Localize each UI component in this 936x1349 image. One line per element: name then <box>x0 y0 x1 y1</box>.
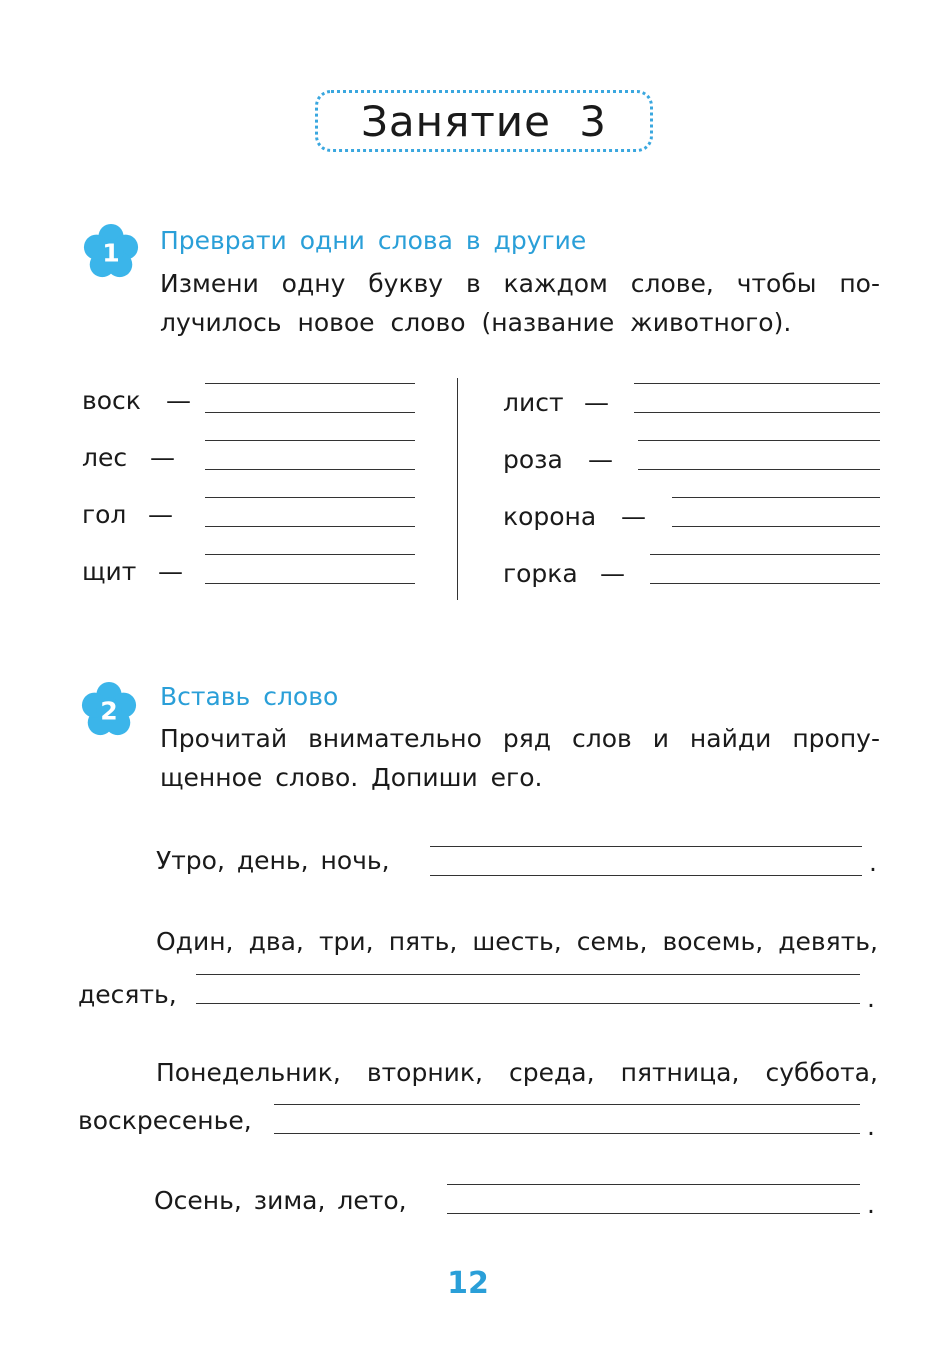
column-divider <box>457 378 458 600</box>
task-2-number: 2 <box>100 696 118 726</box>
task-1-title: Преврати одни слова в другие <box>160 226 587 255</box>
right-word-4: горка <box>503 559 578 588</box>
sequence-3-line-2: воскресенье, <box>78 1106 252 1135</box>
answer-field-left-4[interactable] <box>205 554 415 584</box>
dash: — <box>584 388 609 417</box>
task-1-instruction-line-2: лучилось новое слово (название животного). <box>160 308 792 337</box>
answer-field-right-1[interactable] <box>634 383 880 413</box>
period: . <box>867 1190 875 1219</box>
sequence-3-line-1: Понедельник, вторник, среда, пятница, суббота, <box>156 1058 878 1087</box>
dash: — <box>158 557 183 586</box>
period: . <box>867 1112 875 1141</box>
answer-field-right-3[interactable] <box>672 497 880 527</box>
left-word-1: воск <box>82 386 141 415</box>
task-2-instruction-line-2: щенное слово. Допиши его. <box>160 763 543 792</box>
answer-field-left-1[interactable] <box>205 383 415 413</box>
dash: — <box>621 502 646 531</box>
left-word-4: щит <box>82 557 137 586</box>
answer-field-left-2[interactable] <box>205 440 415 470</box>
task-2-instruction-line-1: Прочитай внимательно ряд слов и найди пропу- <box>160 724 880 753</box>
page-number: 12 <box>447 1266 489 1301</box>
lesson-title: Занятие 3 <box>315 90 653 152</box>
dash: — <box>588 445 613 474</box>
right-word-3: корона <box>503 502 597 531</box>
answer-field-right-2[interactable] <box>638 440 880 470</box>
sequence-2-line-2: десять, <box>78 980 177 1009</box>
dash: — <box>166 386 191 415</box>
task-1-number: 1 <box>102 238 120 268</box>
task-1-instruction-line-1: Измени одну букву в каждом слове, чтобы по- <box>160 269 880 298</box>
answer-field-sequence-4[interactable] <box>447 1184 860 1214</box>
right-word-1: лист <box>503 388 564 417</box>
answer-field-right-4[interactable] <box>650 554 880 584</box>
answer-field-sequence-3[interactable] <box>274 1104 860 1134</box>
answer-field-left-3[interactable] <box>205 497 415 527</box>
period: . <box>869 848 877 877</box>
left-word-2: лес <box>82 443 128 472</box>
right-word-2: роза <box>503 445 563 474</box>
left-word-3: гол <box>82 500 127 529</box>
task-2-title: Вставь слово <box>160 682 339 711</box>
answer-field-sequence-1[interactable] <box>430 846 862 876</box>
sequence-4-text: Осень, зима, лето, <box>154 1186 407 1215</box>
task-2-flower-icon <box>80 681 138 739</box>
answer-field-sequence-2[interactable] <box>196 974 860 1004</box>
sequence-1-text: Утро, день, ночь, <box>156 846 390 875</box>
dash: — <box>150 443 175 472</box>
period: . <box>867 984 875 1013</box>
dash: — <box>148 500 173 529</box>
sequence-2-line-1: Один, два, три, пять, шесть, семь, восемь, девять, <box>156 927 878 956</box>
dash: — <box>600 559 625 588</box>
task-1-flower-icon <box>82 223 140 281</box>
